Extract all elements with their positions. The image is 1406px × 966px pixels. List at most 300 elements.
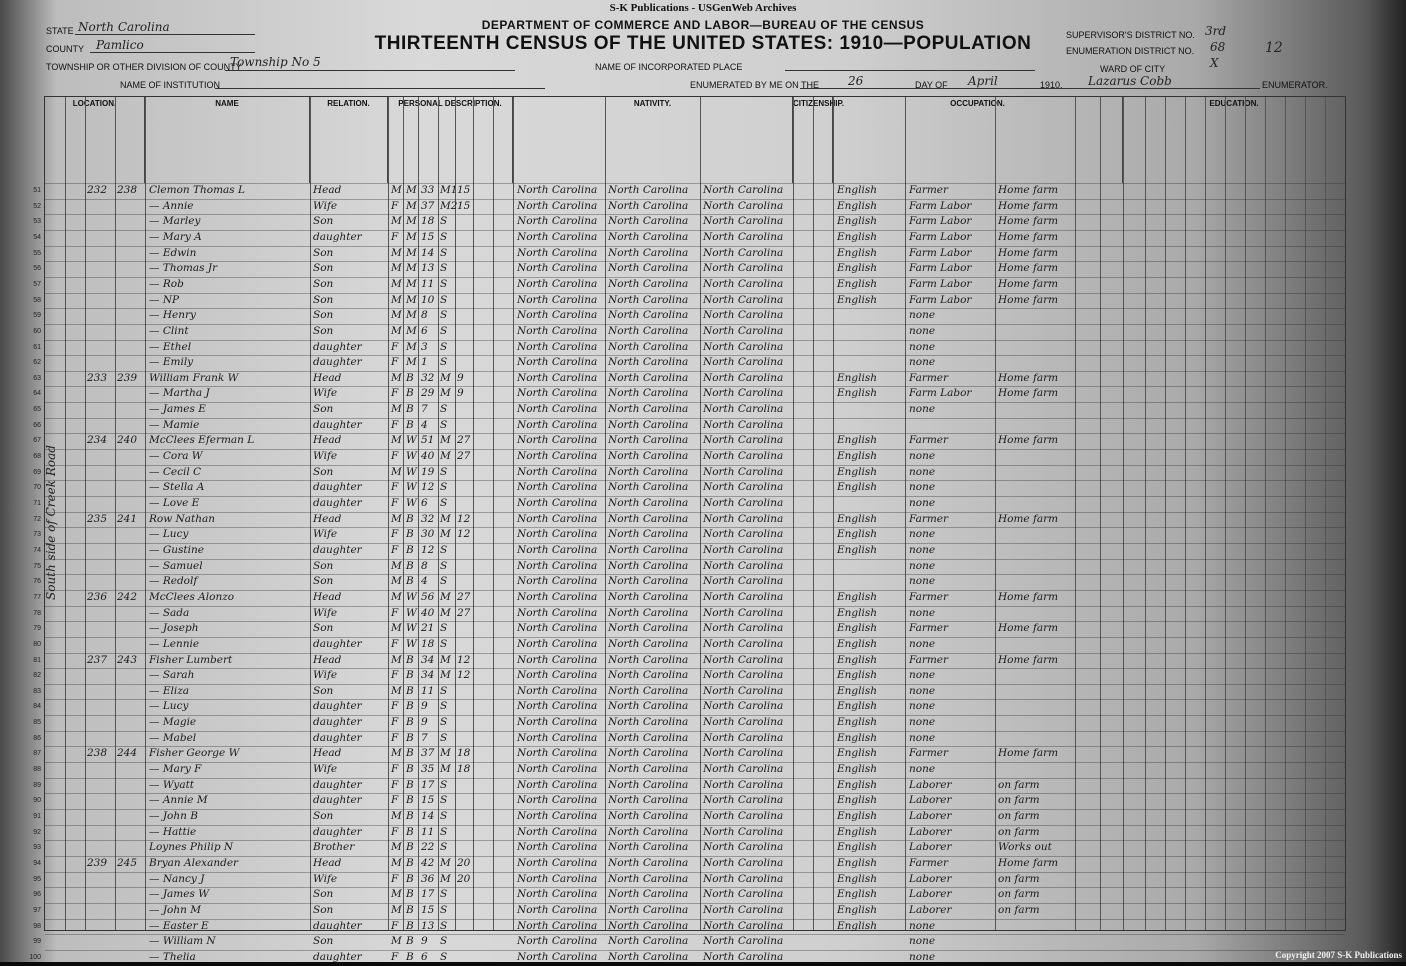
cell-name: — Lucy <box>149 528 189 541</box>
cell-name: — Marley <box>149 215 201 228</box>
cell-fam: 241 <box>117 512 138 525</box>
cell-ind: Home farm <box>998 246 1059 259</box>
cell-sex: M <box>391 465 402 478</box>
cell-age: 21 <box>421 622 435 635</box>
cell-rel: Son <box>313 262 334 275</box>
cell-ind <box>998 340 1074 356</box>
cell-age: 15 <box>421 903 435 916</box>
cell-yrs: 9 <box>457 371 464 384</box>
line-number: 70 <box>33 484 41 492</box>
cell-dw <box>87 887 115 903</box>
cell-occ: none <box>909 403 936 416</box>
line-number: 60 <box>33 327 41 335</box>
line-number: 89 <box>33 781 41 789</box>
state-label: STATE <box>46 26 74 36</box>
cell-ms: M <box>440 669 451 682</box>
line-number: 83 <box>33 687 41 695</box>
cell-ms: S <box>440 543 448 556</box>
table-row <box>33 418 1345 434</box>
cell-lang: English <box>837 293 878 306</box>
cell-sex: M <box>391 622 402 635</box>
cell-dw <box>87 418 115 434</box>
cell-race: B <box>406 810 414 822</box>
cell-occ: none <box>909 450 936 463</box>
cell-fam: 245 <box>117 856 138 869</box>
cell-fbirth: North Carolina <box>608 810 689 822</box>
cell-fam <box>117 715 145 731</box>
table-row <box>33 277 1345 293</box>
cell-dw <box>87 621 115 637</box>
cell-ind <box>998 527 1074 543</box>
township-label: TOWNSHIP OR OTHER DIVISION OF COUNTY <box>46 62 242 72</box>
cell-birth: North Carolina <box>517 872 598 885</box>
cell-age: 33 <box>421 184 435 196</box>
cell-dw: 236 <box>87 590 108 603</box>
cell-occ: none <box>909 684 936 697</box>
cell-name: Loynes Philip N <box>149 841 234 854</box>
table-row <box>33 371 1345 387</box>
enumeration-value: 68 <box>1210 40 1226 54</box>
cell-rel: Son <box>313 684 334 697</box>
cell-yrs: 12 <box>457 512 471 525</box>
cell-occ: Laborer <box>909 810 952 822</box>
cell-occ: none <box>909 763 936 776</box>
cell-rel: daughter <box>313 418 362 431</box>
cell-name: — Mary F <box>149 763 202 776</box>
cell-lang: English <box>837 512 878 525</box>
cell-lang <box>837 402 903 418</box>
cell-yrs <box>457 418 473 434</box>
cell-rel: daughter <box>313 637 362 650</box>
cell-fam: 240 <box>117 434 138 447</box>
sheet-number: 12 <box>1265 40 1283 56</box>
supervisor-value: 3rd <box>1205 24 1227 38</box>
cell-fbirth: North Carolina <box>608 841 689 854</box>
cell-ind <box>998 574 1074 590</box>
cell-occ: Farm Labor <box>909 199 972 212</box>
enumerator-name: Lazarus Cobb <box>1088 74 1172 88</box>
cell-fbirth: North Carolina <box>608 919 689 932</box>
cell-ind <box>998 668 1074 684</box>
cell-sex: F <box>391 356 399 369</box>
line-number: 62 <box>33 359 41 367</box>
cell-age: 30 <box>421 528 435 541</box>
cell-rel: Head <box>313 590 342 603</box>
cell-yrs <box>457 277 473 293</box>
line-number: 88 <box>33 766 41 774</box>
cell-race: B <box>406 684 414 697</box>
cell-age: 11 <box>421 825 435 838</box>
cell-mbirth: North Carolina <box>703 825 784 838</box>
cell-birth: North Carolina <box>517 841 598 854</box>
cell-birth: North Carolina <box>517 575 598 588</box>
incorporated-label: NAME OF INCORPORATED PLACE <box>595 62 743 72</box>
cell-occ: none <box>909 559 936 572</box>
cell-occ: none <box>909 700 936 713</box>
cell-lang: English <box>837 669 878 682</box>
cell-fbirth: North Carolina <box>608 763 689 776</box>
cell-fbirth: North Carolina <box>608 309 689 322</box>
cell-fam <box>117 778 145 794</box>
cell-yrs <box>457 903 473 919</box>
cell-dw: 233 <box>87 371 108 384</box>
cell-yrs <box>457 637 473 653</box>
cell-age: 34 <box>421 653 435 666</box>
table-row <box>33 778 1345 794</box>
cell-fam: 238 <box>117 184 138 196</box>
cell-rel: Head <box>313 184 342 196</box>
cell-age: 6 <box>421 950 428 963</box>
enumeration-label: ENUMERATION DISTRICT NO. <box>1066 46 1195 56</box>
cell-dw <box>87 684 115 700</box>
cell-ind: Home farm <box>998 199 1059 212</box>
line-number: 67 <box>33 437 41 445</box>
cell-ms: M <box>440 872 451 885</box>
cell-dw <box>87 934 115 950</box>
cell-race: M <box>406 246 417 259</box>
cell-mbirth: North Carolina <box>703 450 784 463</box>
cell-ind: Home farm <box>998 277 1059 290</box>
cell-rel: Wife <box>313 387 338 400</box>
line-number: 77 <box>33 593 41 601</box>
cell-sex: M <box>391 246 402 259</box>
cell-sex: M <box>391 403 402 416</box>
cell-mbirth: North Carolina <box>703 856 784 869</box>
enumerated-label: ENUMERATED BY ME ON THE <box>690 80 820 90</box>
cell-birth: North Carolina <box>517 684 598 697</box>
cell-mbirth: North Carolina <box>703 747 784 760</box>
cell-name: — Lennie <box>149 637 200 650</box>
cell-name: — Eliza <box>149 684 190 697</box>
cell-ms: S <box>440 481 448 494</box>
cell-yrs: 27 <box>457 606 471 619</box>
line-number: 92 <box>33 828 41 836</box>
line-number: 75 <box>33 562 41 570</box>
cell-lang: English <box>837 481 878 494</box>
cell-fbirth: North Carolina <box>608 528 689 541</box>
cell-yrs <box>457 559 473 575</box>
cell-dw: 239 <box>87 856 108 869</box>
cell-fam <box>117 950 145 966</box>
cell-age: 32 <box>421 512 435 525</box>
cell-dw <box>87 324 115 340</box>
cell-fbirth: North Carolina <box>608 340 689 353</box>
cell-yrs <box>457 261 473 277</box>
table-row <box>33 355 1345 371</box>
cell-fam <box>117 246 145 262</box>
cell-fam <box>117 199 145 215</box>
cell-name: — NP <box>149 293 180 306</box>
cell-race: B <box>406 371 414 384</box>
cell-age: 11 <box>421 684 435 697</box>
cell-yrs <box>457 214 473 230</box>
cell-name: — Clint <box>149 324 189 337</box>
copyright-notice: Copyright 2007 S-K Publications <box>1275 950 1402 960</box>
cell-mbirth: North Carolina <box>703 606 784 619</box>
cell-name: — Martha J <box>149 387 210 400</box>
cell-fam <box>117 324 145 340</box>
cell-mbirth: North Carolina <box>703 919 784 932</box>
cell-birth: North Carolina <box>517 731 598 744</box>
cell-age: 13 <box>421 262 435 275</box>
cell-ms: S <box>440 622 448 635</box>
cell-fam <box>117 919 145 935</box>
cell-lang <box>837 559 903 575</box>
cell-fbirth: North Carolina <box>608 856 689 869</box>
cell-fbirth: North Carolina <box>608 371 689 384</box>
cell-name: — James W <box>149 888 209 901</box>
cell-age: 9 <box>421 935 428 948</box>
institution-label: NAME OF INSTITUTION <box>120 80 220 90</box>
cell-ms: S <box>440 277 448 290</box>
cell-lang: English <box>837 700 878 713</box>
cell-yrs <box>457 778 473 794</box>
cell-ind: on farm <box>998 903 1040 916</box>
cell-sex: F <box>391 528 399 541</box>
cell-fbirth: North Carolina <box>608 450 689 463</box>
cell-rel: Son <box>313 888 334 901</box>
cell-ind: Home farm <box>998 387 1059 400</box>
line-number: 82 <box>33 672 41 680</box>
cell-age: 35 <box>421 763 435 776</box>
cell-sex: F <box>391 497 399 509</box>
enumerated-day: 26 <box>848 74 864 88</box>
cell-sex: M <box>391 841 402 854</box>
cell-mbirth: North Carolina <box>703 262 784 275</box>
cell-birth: North Carolina <box>517 434 598 447</box>
cell-occ: Farmer <box>909 512 949 525</box>
cell-age: 10 <box>421 293 435 306</box>
cell-sex: M <box>391 512 402 525</box>
cell-fam <box>117 308 145 324</box>
table-row <box>33 199 1345 215</box>
cell-fbirth: North Carolina <box>608 590 689 603</box>
cell-occ: none <box>909 950 936 963</box>
line-number: 55 <box>33 249 41 257</box>
cell-rel: Wife <box>313 763 338 776</box>
cell-occ: Laborer <box>909 888 952 901</box>
table-row <box>33 793 1345 809</box>
table-row <box>33 340 1345 356</box>
cell-age: 6 <box>421 324 428 337</box>
cell-occ: Farmer <box>909 434 949 447</box>
cell-name: — Magie <box>149 716 197 729</box>
cell-fam <box>117 637 145 653</box>
cell-age: 3 <box>421 340 428 353</box>
county-underline <box>90 52 255 53</box>
line-number: 76 <box>33 578 41 586</box>
cell-name: — Edwin <box>149 246 197 259</box>
cell-occ <box>909 418 993 434</box>
department-heading: DEPARTMENT OF COMMERCE AND LABOR—BUREAU OF THE CENSUS <box>481 18 925 32</box>
cell-dw <box>87 919 115 935</box>
cell-ms: S <box>440 356 448 369</box>
cell-fam <box>117 559 145 575</box>
cell-sex: M <box>391 590 402 603</box>
cell-race: B <box>406 763 414 776</box>
cell-lang: English <box>837 856 878 869</box>
cell-race: M <box>406 324 417 337</box>
cell-ms: S <box>440 935 448 948</box>
cell-rel: Wife <box>313 528 338 541</box>
cell-birth: North Carolina <box>517 356 598 369</box>
cell-lang: English <box>837 794 878 807</box>
cell-fam <box>117 293 145 309</box>
cell-rel: daughter <box>313 497 362 509</box>
cell-lang <box>837 496 903 512</box>
table-row <box>33 293 1345 309</box>
cell-name: — Thelia <box>149 950 196 963</box>
cell-yrs <box>457 293 473 309</box>
cell-ms: S <box>440 293 448 306</box>
cell-dw <box>87 480 115 496</box>
source-banner: S-K Publications - USGenWeb Archives <box>609 2 797 14</box>
cell-rel: Son <box>313 215 334 228</box>
cell-rel: Head <box>313 434 342 447</box>
cell-birth: North Carolina <box>517 403 598 416</box>
cell-birth: North Carolina <box>517 606 598 619</box>
cell-ind: Home farm <box>998 371 1059 384</box>
cell-name: — William N <box>149 935 216 948</box>
cell-mbirth: North Carolina <box>703 356 784 369</box>
cell-sex: M <box>391 747 402 760</box>
cell-ms: M <box>440 747 451 760</box>
cell-rel: Son <box>313 465 334 478</box>
cell-rel: Son <box>313 935 334 948</box>
col-location: LOCATION. <box>45 97 145 183</box>
cell-race: B <box>406 841 414 854</box>
cell-rel: Son <box>313 403 334 416</box>
cell-age: 14 <box>421 810 435 822</box>
cell-yrs <box>457 543 473 559</box>
cell-ind <box>998 324 1074 340</box>
table-row <box>33 856 1345 872</box>
state-value: North Carolina <box>78 20 170 34</box>
cell-dw <box>87 308 115 324</box>
cell-dw <box>87 293 115 309</box>
cell-race: W <box>406 450 417 463</box>
table-row <box>33 433 1345 449</box>
cell-age: 15 <box>421 230 435 243</box>
cell-sex: F <box>391 199 399 212</box>
cell-occ: none <box>909 497 936 509</box>
cell-birth: North Carolina <box>517 778 598 791</box>
table-row <box>33 496 1345 512</box>
cell-yrs <box>457 308 473 324</box>
cell-sex: F <box>391 950 399 963</box>
cell-rel: Son <box>313 246 334 259</box>
cell-dw <box>87 699 115 715</box>
cell-age: 40 <box>421 606 435 619</box>
table-row <box>33 919 1345 935</box>
cell-yrs <box>457 324 473 340</box>
cell-ind <box>998 480 1074 496</box>
cell-age: 17 <box>421 888 435 901</box>
cell-dw <box>87 527 115 543</box>
cell-occ: Laborer <box>909 903 952 916</box>
cell-age: 56 <box>421 590 435 603</box>
cell-occ: none <box>909 731 936 744</box>
cell-race: B <box>406 731 414 744</box>
cell-sex: M <box>391 684 402 697</box>
cell-name: Row Nathan <box>149 512 216 525</box>
cell-ms: S <box>440 324 448 337</box>
cell-fam <box>117 340 145 356</box>
cell-fam <box>117 355 145 371</box>
table-row <box>33 559 1345 575</box>
cell-dw: 237 <box>87 653 108 666</box>
cell-mbirth: North Carolina <box>703 387 784 400</box>
cell-birth: North Carolina <box>517 497 598 509</box>
cell-occ: none <box>909 309 936 322</box>
cell-age: 36 <box>421 872 435 885</box>
cell-sex: F <box>391 700 399 713</box>
cell-race: B <box>406 903 414 916</box>
cell-ind: Home farm <box>998 230 1059 243</box>
cell-race: W <box>406 481 417 494</box>
cell-ind <box>998 762 1074 778</box>
cell-occ: Farmer <box>909 856 949 869</box>
cell-sex: M <box>391 184 402 196</box>
cell-race: B <box>406 653 414 666</box>
cell-ms: S <box>440 497 448 509</box>
cell-occ: none <box>909 637 936 650</box>
cell-mbirth: North Carolina <box>703 371 784 384</box>
cell-fam <box>117 386 145 402</box>
cell-race: B <box>406 543 414 556</box>
cell-name: — Mabel <box>149 731 197 744</box>
table-row <box>33 543 1345 559</box>
cell-race: B <box>406 935 414 948</box>
table-row <box>33 903 1345 919</box>
cell-ind: Home farm <box>998 590 1059 603</box>
cell-dw <box>87 793 115 809</box>
cell-ms: S <box>440 403 448 416</box>
cell-dw <box>87 903 115 919</box>
cell-rel: Head <box>313 371 342 384</box>
cell-sex: F <box>391 418 399 431</box>
cell-lang: English <box>837 622 878 635</box>
cell-ind <box>998 637 1074 653</box>
cell-rel: daughter <box>313 731 362 744</box>
cell-dw <box>87 261 115 277</box>
cell-birth: North Carolina <box>517 763 598 776</box>
table-row <box>33 449 1345 465</box>
cell-fam <box>117 809 145 825</box>
cell-rel: daughter <box>313 700 362 713</box>
cell-ind <box>998 559 1074 575</box>
cell-fbirth: North Carolina <box>608 716 689 729</box>
line-number: 84 <box>33 703 41 711</box>
cell-ms: S <box>440 810 448 822</box>
cell-lang <box>837 355 903 371</box>
cell-birth: North Carolina <box>517 293 598 306</box>
cell-sex: M <box>391 575 402 588</box>
table-row <box>33 324 1345 340</box>
cell-rel: Son <box>313 810 334 822</box>
cell-fam <box>117 574 145 590</box>
cell-dw <box>87 950 115 966</box>
cell-yrs <box>457 715 473 731</box>
cell-age: 14 <box>421 246 435 259</box>
cell-ms: S <box>440 575 448 588</box>
cell-dw <box>87 340 115 356</box>
cell-birth: North Carolina <box>517 935 598 948</box>
cell-ind: on farm <box>998 872 1040 885</box>
cell-ms: S <box>440 215 448 228</box>
cell-fam <box>117 621 145 637</box>
cell-fbirth: North Carolina <box>608 512 689 525</box>
